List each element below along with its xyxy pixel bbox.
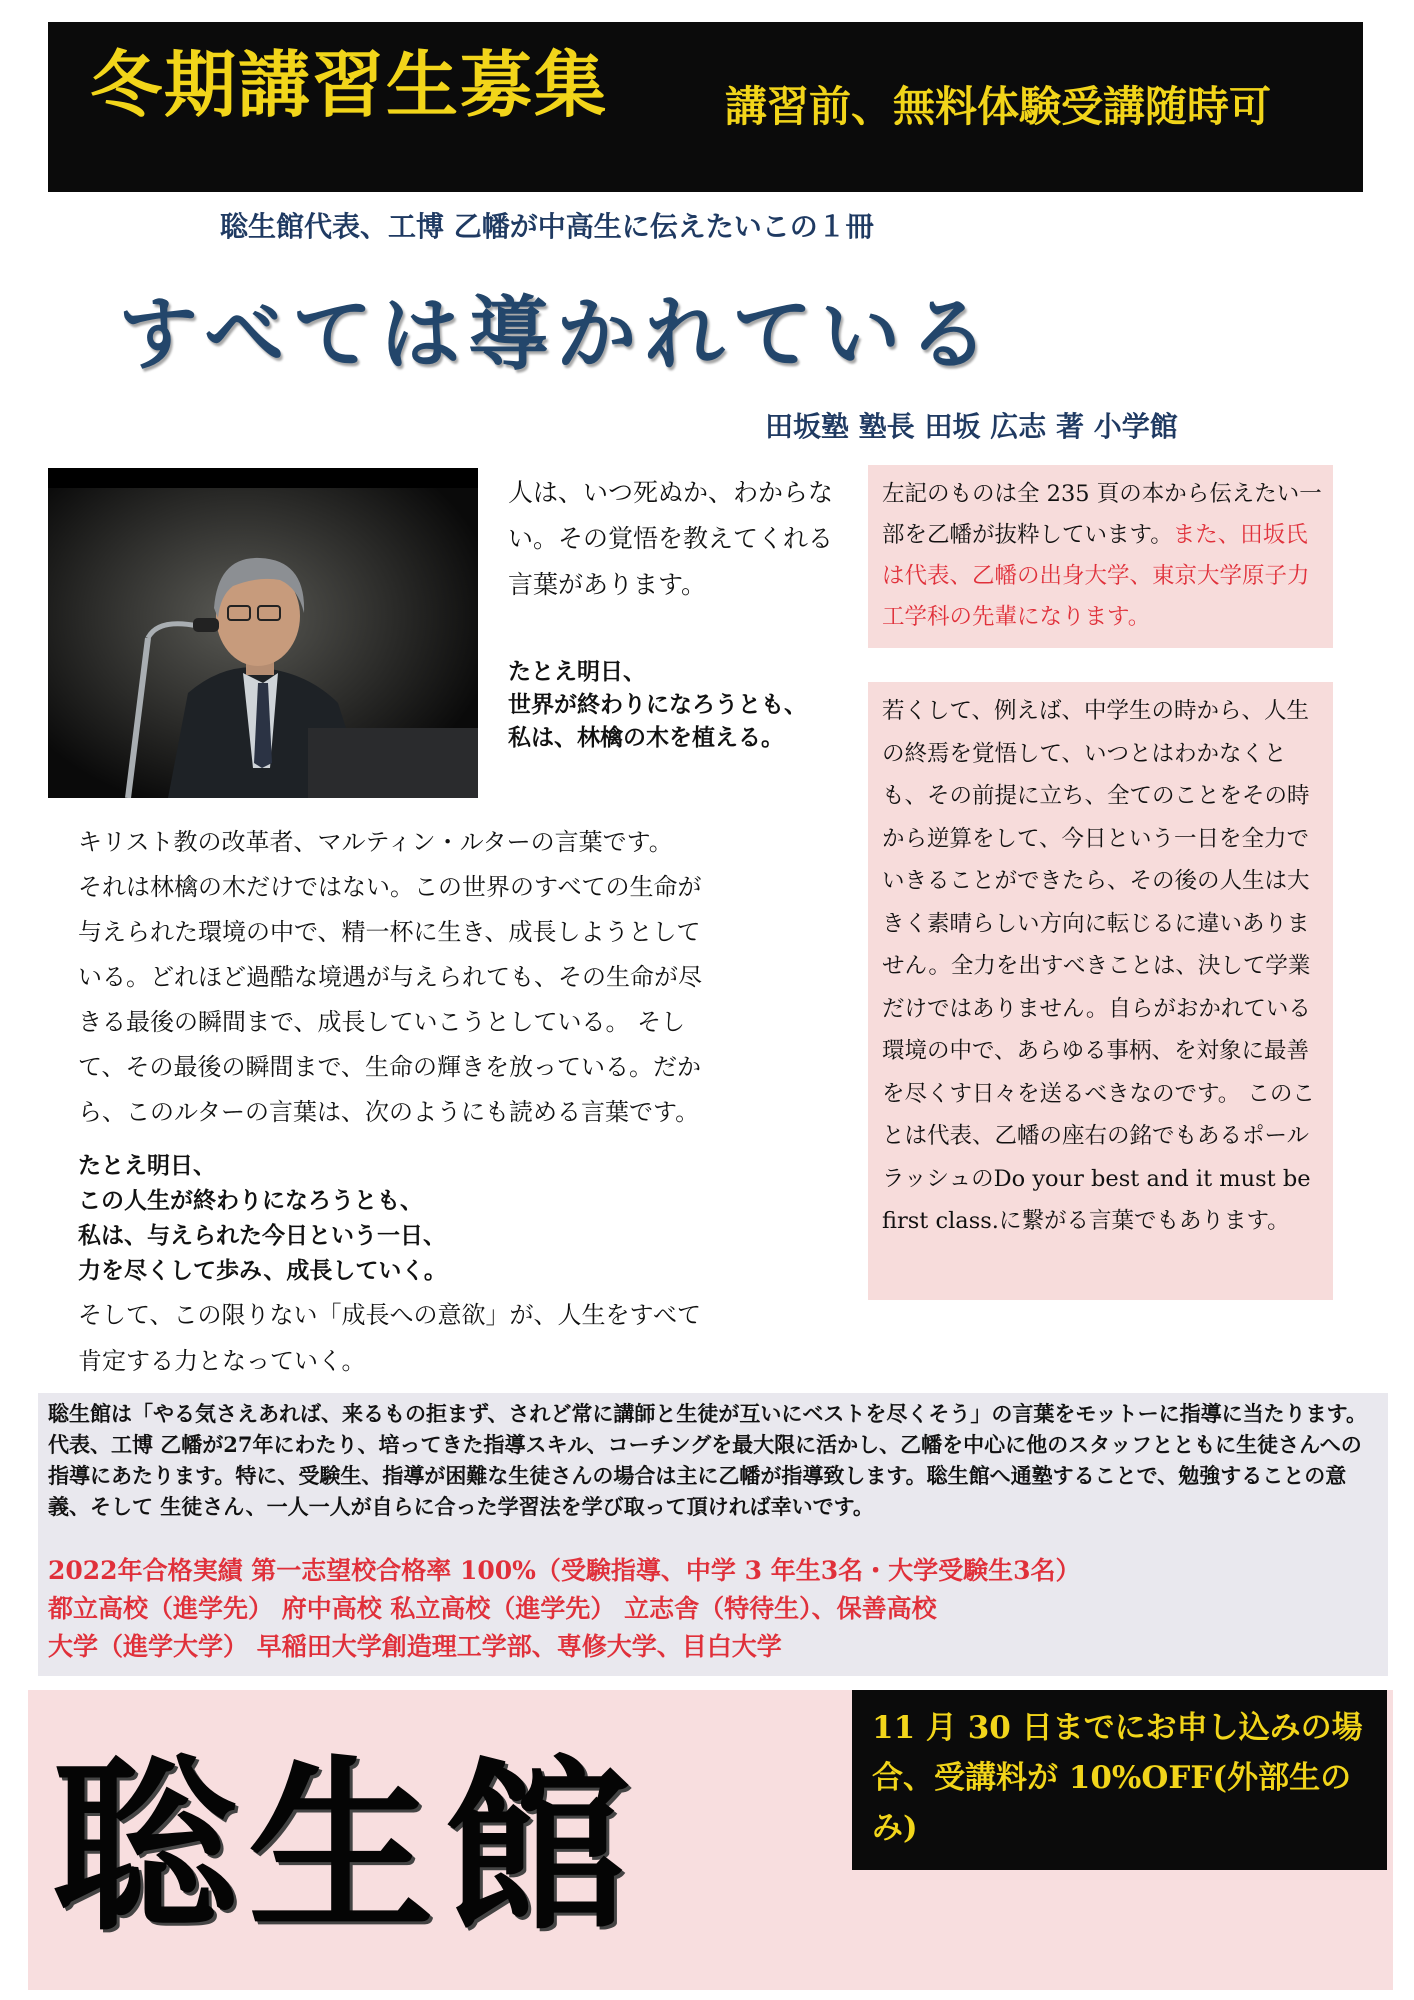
results-line: 大学（進学大学） 早稲田大学創造理工学部、専修大学、目白大学 bbox=[48, 1632, 782, 1661]
quote-line: たとえ明日、 bbox=[78, 1152, 216, 1179]
luther-quote bbox=[508, 655, 853, 754]
results-line: 都立高校（進学先） 府中高校 私立高校（進学先） 立志舎（特待生）、保善高校 bbox=[48, 1594, 937, 1623]
quote-line: たとえ明日、 bbox=[508, 658, 646, 685]
speaker-photo-illustration bbox=[48, 468, 478, 798]
quote-line: 私は、林檎の木を植える。 bbox=[508, 724, 784, 751]
body-line: 与えられた環境の中で、精一杯に生き、成長しようとして bbox=[78, 918, 701, 946]
quote-line: 私は、与えられた今日という一日、 bbox=[78, 1222, 446, 1249]
closing-line: そして、この限りない「成長への意欲」が、人生をすべて bbox=[78, 1301, 702, 1329]
reinterpreted-quote bbox=[78, 1148, 858, 1288]
note-text bbox=[882, 474, 1322, 638]
banner-title: 冬期講習生募集 bbox=[90, 42, 609, 127]
article-intro: 人は、いつ死ぬか、わからない。その覚悟を教えてくれる言葉があります。 bbox=[508, 478, 834, 599]
closing-line: 肯定する力となっていく。 bbox=[78, 1347, 366, 1375]
speaker-photo bbox=[48, 468, 478, 798]
body-line: キリスト教の改革者、マルティン・ルターの言葉です。 bbox=[78, 828, 673, 856]
book-title: すべては導かれている bbox=[118, 287, 997, 381]
quote-line: この人生が終わりになろうとも、 bbox=[78, 1187, 423, 1214]
body-line: て、その最後の瞬間まで、生命の輝きを放っている。だか bbox=[78, 1053, 702, 1081]
body-line: それは林檎の木だけではない。この世界のすべての生命が bbox=[78, 873, 702, 901]
book-credit: 田坂塾 塾長 田坂 広志 著 小学館 bbox=[765, 410, 1178, 443]
quote-line: 力を尽くして歩み、成長していく。 bbox=[78, 1257, 447, 1284]
article-closing bbox=[78, 1292, 858, 1384]
quote-line: 世界が終わりになろうとも、 bbox=[508, 691, 807, 718]
note-highlight: また、田坂氏は代表、乙幡の出身大学、東京大学原子力工学科の先輩になります。 bbox=[882, 522, 1310, 630]
school-logo: 聡生館 bbox=[52, 1737, 641, 1956]
note-plain: 左記のものは全 235 頁の本から伝えたい一部を乙幡が抜粋しています。 bbox=[882, 481, 1322, 548]
body-line: ら、このルターの言葉は、次のようにも読める言葉です。 bbox=[78, 1098, 700, 1126]
banner-subtitle: 講習前、無料体験受講随時可 bbox=[725, 82, 1272, 131]
promo-text: 11 月 30 日までにお申し込みの場合、受講料が 10%OFF(外部生のみ) bbox=[872, 1710, 1363, 1846]
body-line: きる最後の瞬間まで、成長していこうとしている。 そし bbox=[78, 1008, 686, 1036]
school-info-text: 聡生館は「やる気さえあれば、来るもの拒まず、されど常に講師と生徒が互いにベストを尽くそう」の言葉をモットーに指導に当たります。代表、工博 乙幡が27年にわたり、培ってきた指導スキル、コーチングを最大限に活かし、乙幡を中心に他のスタッフとともに生徒さんへの指導にあたります。特に、受験生、指導が困難な生徒さんの場合は主に乙幡が指導致します。聡生館へ通塾することで、勉強することの意義、そして 生徒さん、一人一人が自らに合った学習法を学び取って頂ければ幸いです。 bbox=[48, 1401, 1368, 1519]
intro-line: 聡生館代表、工博 乙幡が中高生に伝えたいこの１冊 bbox=[220, 210, 874, 243]
results-line: 2022年合格実績 第一志望校合格率 100%（受験指導、中学 3 年生3名・大学受験生3名） bbox=[48, 1556, 1081, 1585]
essay-text: 若くして、例えば、中学生の時から、人生の終焉を覚悟して、いつとはわかなくとも、その前提に立ち、全てのことをその時から逆算をして、今日という一日を全力でいきることができたら、その後の人生は大きく素晴らしい方向に転じるに違いありません。全力を出すべきことは、決して学業だけではありません。自らがおかれている環境の中で、あらゆる事柄、を対象に最善を尽くす日々を送るべきなのです。 このことは代表、乙幡の座右の銘でもあるポールラッシュのDo your best and it must be first class.に繋がる言葉でもあります。 bbox=[882, 698, 1315, 1234]
body-line: いる。どれほど過酷な境遇が与えられても、その生命が尽 bbox=[78, 963, 702, 991]
article-body bbox=[78, 820, 858, 1135]
